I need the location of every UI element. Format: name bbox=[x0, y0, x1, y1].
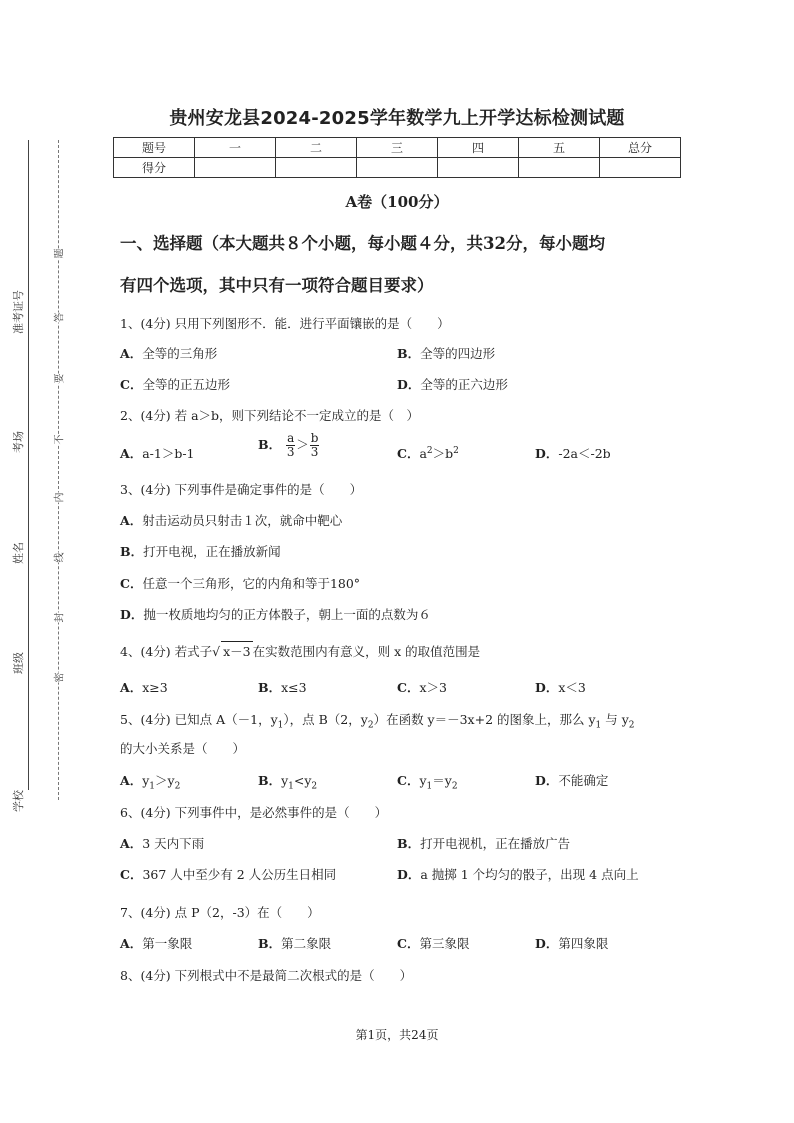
seal-char: 题 bbox=[51, 249, 66, 259]
question-6-stem: 6、(4分) 下列事件中，是必然事件的是（ ） bbox=[120, 805, 388, 820]
side-label-name: 姓名 bbox=[12, 542, 25, 564]
q6-option-a: A．3 天内下雨 bbox=[120, 836, 205, 851]
score-header-cell: 三 bbox=[357, 138, 438, 158]
score-cell bbox=[276, 158, 357, 178]
q1-option-c: C．全等的正五边形 bbox=[120, 377, 230, 392]
score-header-cell: 总分 bbox=[600, 138, 681, 158]
section-a-heading: A卷（100分） bbox=[345, 193, 449, 211]
question-5-stem-line1: 5、(4分) 已知点 A（－1，$y_1$），点 B（2，$y_2$）在函数 y＝－3x+2 的图象上，那么 $y_1$ 与 $y_2$ bbox=[120, 712, 635, 731]
score-table-score-row bbox=[114, 158, 681, 178]
score-table-header-row bbox=[114, 138, 681, 158]
q3-option-b: B．打开电视，正在播放新闻 bbox=[120, 544, 281, 559]
q4-option-c: C．x＞3 bbox=[397, 680, 447, 695]
q7-option-c: C．第三象限 bbox=[397, 936, 470, 951]
seal-char: 内 bbox=[51, 493, 66, 503]
score-cell bbox=[600, 158, 681, 178]
score-table bbox=[113, 137, 681, 178]
seal-char: 线 bbox=[51, 553, 66, 563]
q1-option-a: A．全等的三角形 bbox=[120, 346, 218, 361]
seal-char: 答 bbox=[51, 313, 66, 323]
q2-option-c: C．$a^2>b^2$ bbox=[397, 445, 459, 461]
part1-heading-line2: 有四个选项，其中只有一项符合题目要求） bbox=[120, 276, 434, 295]
q4-option-d: D．x＜3 bbox=[535, 680, 586, 695]
score-header-cell: 四 bbox=[438, 138, 519, 158]
q6-option-c: C．367 人中至少有 2 人公历生日相同 bbox=[120, 867, 337, 882]
seal-char: 封 bbox=[51, 613, 66, 623]
score-cell bbox=[357, 158, 438, 178]
question-8-stem: 8、(4分) 下列根式中不是最简二次根式的是（ ） bbox=[120, 968, 413, 983]
seal-char: 密 bbox=[51, 673, 66, 683]
score-header-cell: 二 bbox=[276, 138, 357, 158]
q3-option-c: C．任意一个三角形，它的内角和等于180° bbox=[120, 576, 361, 591]
q3-option-a: A．射击运动员只射击１次，就命中靶心 bbox=[120, 513, 343, 528]
q5-option-a: A．$y_1>y_2$ bbox=[120, 773, 181, 792]
q2-option-d: D．-2a＜-2b bbox=[535, 446, 611, 461]
q1-option-d: D．全等的正六边形 bbox=[397, 377, 508, 392]
side-label-class: 班级 bbox=[12, 652, 25, 674]
q5-option-b: B．$y_1<y_2$ bbox=[258, 773, 318, 792]
q6-option-d: D．a 抛掷 1 个均匀的骰子，出现 4 点向上 bbox=[397, 867, 639, 882]
score-cell bbox=[438, 158, 519, 178]
side-label-exam-room: 考场 bbox=[12, 431, 25, 453]
score-cell bbox=[195, 158, 276, 178]
part1-heading-line1: 一、选择题（本大题共８个小题，每小题４分，共32分，每小题均 bbox=[120, 234, 605, 253]
q7-option-b: B．第二象限 bbox=[258, 936, 332, 951]
side-label-exam-number: 准考证号 bbox=[12, 290, 25, 334]
question-2-stem: 2、(4分) 若 a＞b，则下列结论不一定成立的是（ ） bbox=[120, 408, 420, 423]
score-header-cell: 题号 bbox=[114, 138, 195, 158]
question-1-stem: 1、(4分) 只用下列图形不．能．进行平面镶嵌的是（ ） bbox=[120, 316, 450, 331]
seal-char: 不 bbox=[51, 435, 66, 445]
binding-line-outer bbox=[28, 140, 29, 790]
score-header-cell: 五 bbox=[519, 138, 600, 158]
q4-option-b: B．x≤3 bbox=[258, 680, 307, 695]
fraction-a-over-3: $\frac{a}{3}$ bbox=[286, 431, 295, 459]
q7-option-d: D．第四象限 bbox=[535, 936, 609, 951]
q6-option-b: B．打开电视机，正在播放广告 bbox=[397, 836, 571, 851]
q5-option-d: D．不能确定 bbox=[535, 773, 609, 788]
score-header-cell: 一 bbox=[195, 138, 276, 158]
q2-option-b: B． $\frac{a}{3}$ ＞ $\frac{b}{3}$ bbox=[258, 431, 319, 459]
question-3-stem: 3、(4分) 下列事件是确定事件的是（ ） bbox=[120, 482, 363, 497]
score-cell bbox=[519, 158, 600, 178]
question-5-stem-line2: 的大小关系是（ ） bbox=[120, 741, 246, 756]
side-label-school: 学校 bbox=[12, 790, 25, 812]
q2-option-a: A．a-1＞b-1 bbox=[120, 446, 195, 461]
question-7-stem: 7、(4分) 点 P（2，-3）在（ ） bbox=[120, 905, 320, 920]
q1-option-b: B．全等的四边形 bbox=[397, 346, 496, 361]
page-footer: 第1页，共24页 bbox=[355, 1028, 439, 1042]
q3-option-d: D．抛一枚质地均匀的正方体骰子，朝上一面的点数为６ bbox=[120, 607, 431, 622]
question-4-stem: 4、(4分) 若式子√ x－3 在实数范围内有意义，则 x 的取值范围是 bbox=[120, 641, 480, 660]
seal-char: 要 bbox=[51, 374, 66, 384]
sqrt-sign-icon: √ bbox=[212, 644, 221, 659]
exam-title: 贵州安龙县2024-2025学年数学九上开学达标检测试题 bbox=[169, 108, 625, 129]
score-row-label: 得分 bbox=[114, 158, 195, 178]
q5-option-c: C．$y_1=y_2$ bbox=[397, 773, 458, 792]
q4-option-a: A．x≥3 bbox=[120, 680, 168, 695]
radicand: x－3 bbox=[221, 641, 253, 660]
fraction-b-over-3: $\frac{b}{3}$ bbox=[310, 431, 319, 459]
q7-option-a: A．第一象限 bbox=[120, 936, 193, 951]
binding-line-seal bbox=[58, 140, 59, 800]
